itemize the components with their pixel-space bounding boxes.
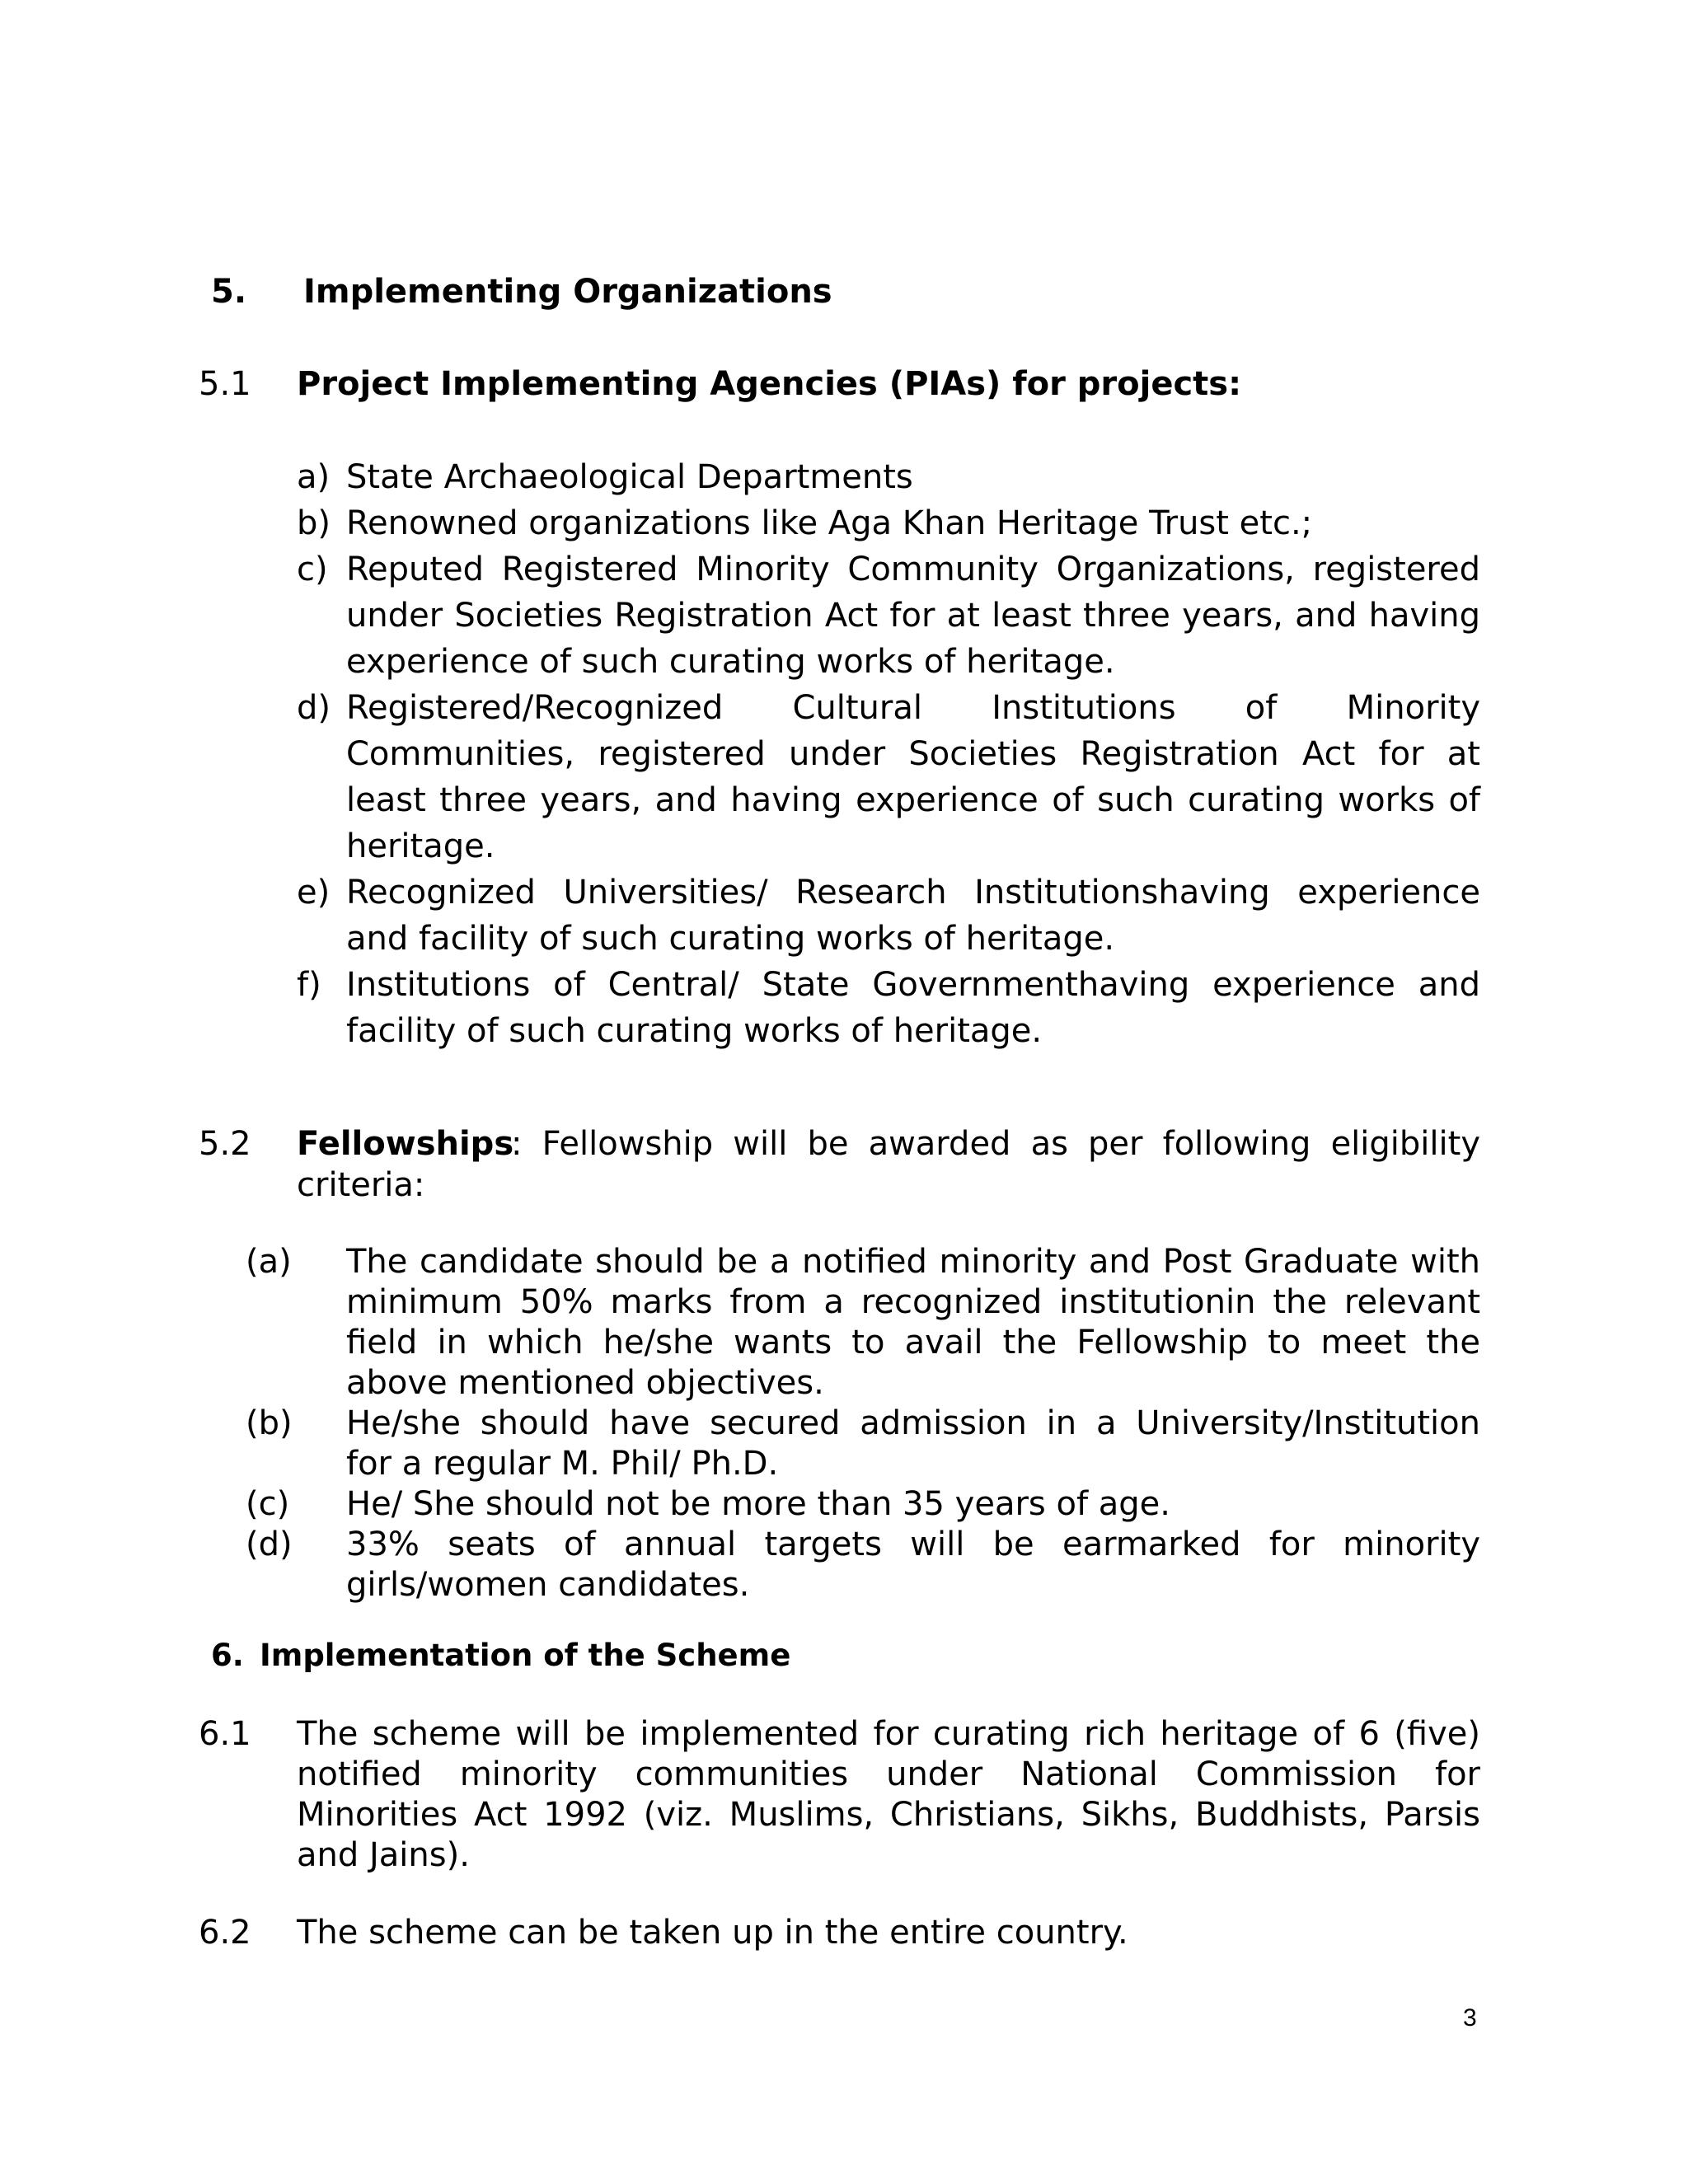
paragraph-line: and Jains). xyxy=(297,1836,470,1874)
section-5-number: 5. xyxy=(211,273,247,311)
list-item-text: and facility of such curating works of heritage. xyxy=(346,920,1115,958)
list-marker: a) xyxy=(297,458,331,496)
section-5-2-number: 5.2 xyxy=(199,1125,251,1163)
list-marker: f) xyxy=(297,966,321,1004)
list-item-text: under Societies Registration Act for at least three years, and having xyxy=(346,597,1480,635)
list-item-text: for a regular M. Phil/ Ph.D. xyxy=(346,1445,779,1483)
list-item-text: He/ She should not be more than 35 years of age. xyxy=(346,1485,1170,1523)
fellowships-intro xyxy=(297,1121,1480,1167)
fellowships-intro-text: criteria: xyxy=(297,1166,425,1204)
fellowships-intro-text: : Fellowship will be awarded as per following eligibility xyxy=(511,1125,1480,1163)
fellowships-title: Fellowships xyxy=(297,1125,514,1163)
list-item-text: experience of such curating works of heritage. xyxy=(346,643,1115,681)
list-item-text: heritage. xyxy=(346,827,495,865)
list-item-text: facility of such curating works of heritage. xyxy=(346,1012,1043,1050)
list-marker: (d) xyxy=(246,1526,293,1563)
list-item-text: field in which he/she wants to avail the Fellowship to meet the xyxy=(346,1324,1480,1361)
list-marker: (c) xyxy=(246,1485,290,1523)
paragraph-line: The scheme will be implemented for curating rich heritage of 6 (five) xyxy=(297,1715,1480,1753)
list-item-text: above mentioned objectives. xyxy=(346,1364,824,1402)
section-6-title: Implementation of the Scheme xyxy=(260,1638,791,1673)
list-item-text: 33% seats of annual targets will be earmarked for minority xyxy=(346,1526,1480,1563)
list-marker: (b) xyxy=(246,1404,293,1442)
list-item-text: girls/women candidates. xyxy=(346,1566,750,1604)
section-6-2-text: The scheme can be taken up in the entire country. xyxy=(297,1914,1128,1952)
list-marker: (a) xyxy=(246,1243,292,1281)
list-marker: d) xyxy=(297,689,331,727)
list-item-text: Communities, registered under Societies Registration Act for at xyxy=(346,735,1480,773)
list-item-text: Renowned organizations like Aga Khan Heritage Trust etc.; xyxy=(346,504,1313,542)
paragraph-line: notified minority communities under National Commission for xyxy=(297,1755,1480,1793)
paragraph-line: Minorities Act 1992 (viz. Muslims, Christians, Sikhs, Buddhists, Parsis xyxy=(297,1796,1480,1834)
list-item-text: minimum 50% marks from a recognized institutionin the relevant xyxy=(346,1283,1480,1321)
section-5-1-title: Project Implementing Agencies (PIAs) for projects: xyxy=(297,365,1242,403)
list-item-text: Registered/Recognized Cultural Institutions of Minority xyxy=(346,689,1480,727)
section-5-title: Implementing Organizations xyxy=(303,273,832,311)
page-number: 3 xyxy=(1463,2004,1477,2032)
list-item-text: The candidate should be a notified minority and Post Graduate with xyxy=(346,1243,1480,1281)
list-item-text: least three years, and having experience of such curating works of xyxy=(346,781,1480,819)
list-item-text: He/she should have secured admission in a University/Institution xyxy=(346,1404,1480,1442)
list-marker: e) xyxy=(297,874,331,912)
list-marker: b) xyxy=(297,504,331,542)
list-item-text: Recognized Universities/ Research Institutionshaving experience xyxy=(346,874,1480,912)
section-6-1-number: 6.1 xyxy=(199,1715,251,1753)
list-item-text: Institutions of Central/ State Governmenthaving experience and xyxy=(346,966,1480,1004)
list-item-text: Reputed Registered Minority Community Organizations, registered xyxy=(346,551,1480,588)
section-6-2-number: 6.2 xyxy=(199,1914,251,1952)
list-marker: c) xyxy=(297,551,328,588)
section-5-1-number: 5.1 xyxy=(199,365,251,403)
section-6-number: 6. xyxy=(211,1638,244,1673)
list-item-text: State Archaeological Departments xyxy=(346,458,913,496)
